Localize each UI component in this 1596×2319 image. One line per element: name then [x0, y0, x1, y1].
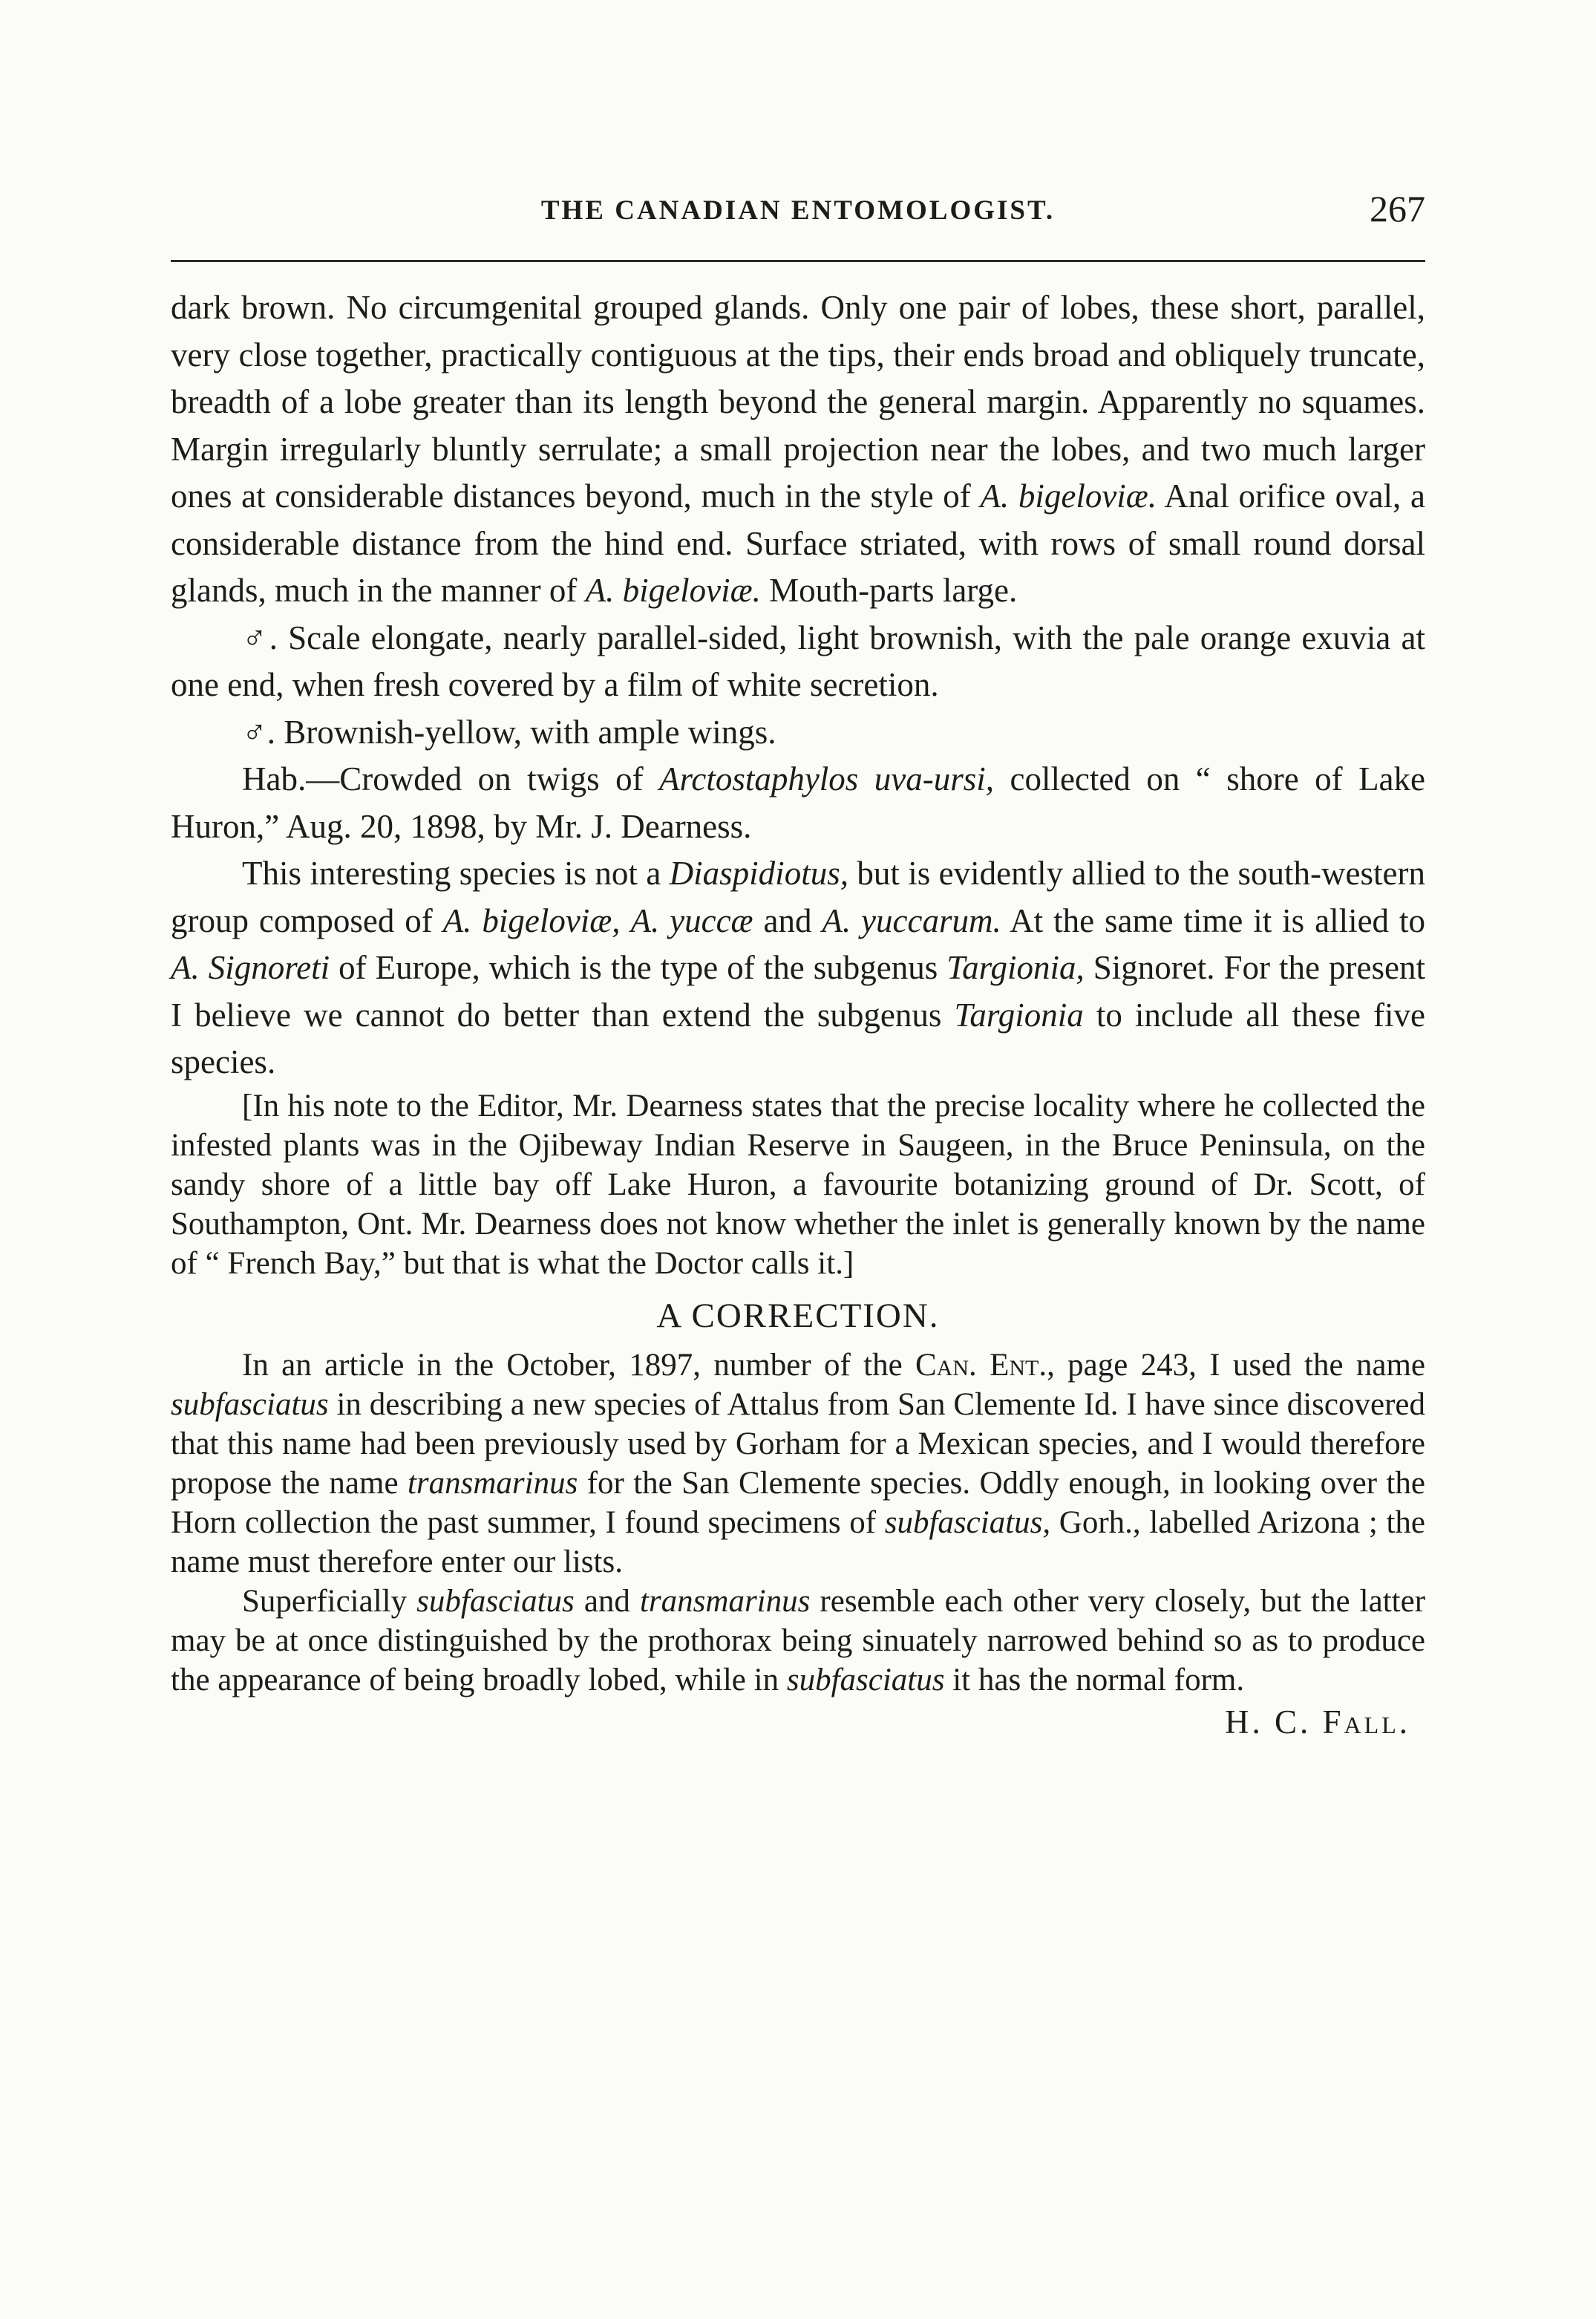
author-signature: H. C. Fall. [1225, 1703, 1410, 1741]
article-body [171, 284, 1425, 1744]
paragraph-correction-1: In an article in the October, 1897, number of the Can. Ent., page 243, I used the name subfasciatus in describing a new species of Attalus from San Clemente Id. I have since discovered that this name had been previously used by Gorham for a Mexican species, and I would therefore propose the name transmarinus for the San Clemente species. Oddly enough, in looking over the Horn collection the past summer, I found specimens of subfasciatus, Gorh., labelled Arizona ; the name must therefore enter our lists. [171, 1347, 1425, 1579]
paragraph-editor-note: [In his note to the Editor, Mr. Dearness states that the precise locality where he collected the infested plants was in the Ojibeway Indian Reserve in Saugeen, in the Bruce Peninsula, on the sandy shore of a little bay off Lake Huron, a favourite botanizing ground of Dr. Scott, of Southampton, Ont. Mr. Dearness does not know whether the inlet is generally known by the name of “ French Bay,” but that is what the Doctor calls it.] [171, 1088, 1425, 1281]
paragraph-affinities: This interesting species is not a Diaspidiotus, but is evidently allied to the south-western group composed of A. bigeloviæ, A. yuccæ and A. yuccarum. At the same time it is allied to A. Signoreti of Europe, which is the type of the subgenus Targionia, Signoret. For the present I believe we cannot do better than extend the subgenus Targionia to include all these five species. [171, 855, 1425, 1080]
paragraph-male-scale: ♂. Scale elongate, nearly parallel-sided, light brownish, with the pale orange exuvia at one end, when fresh covered by a film of white secretion. [171, 619, 1425, 703]
paragraph-male: ♂. Brownish-yellow, with ample wings. [242, 713, 776, 751]
page-number: 267 [1370, 188, 1425, 229]
running-header [171, 188, 1425, 247]
header-rule [171, 260, 1425, 262]
section-heading-correction: A CORRECTION. [656, 1296, 940, 1335]
running-title: THE CANADIAN ENTOMOLOGIST. [540, 195, 1056, 226]
paragraph-description: dark brown. No circumgenital grouped glands. Only one pair of lobes, these short, parallel, very close together, practically contiguous at the tips, their ends broad and obliquely truncate, breadth of a lobe greater than its length beyond the general margin. Apparently no squames. Margin irregularly bluntly serrulate; a small projection near the lobes, and two much larger ones at considerable distances beyond, much in the style of A. bigeloviæ. Anal orifice oval, a considerable distance from the hind end. Surface striated, with rows of small round dorsal glands, much in the manner of A. bigeloviæ. Mouth-parts large. [171, 289, 1425, 609]
paragraph-correction-2: Superficially subfasciatus and transmarinus resemble each other very closely, but the latter may be at once distinguished by the prothorax being sinuately narrowed behind so as to produce the appearance of being broadly lobed, while in subfasciatus it has the normal form. [171, 1583, 1426, 1697]
page [171, 188, 1426, 1744]
paragraph-habitat: Hab.—Crowded on twigs of Arctostaphylos uva-ursi, collected on “ shore of Lake Huron,” Aug. 20, 1898, by Mr. J. Dearness. [171, 760, 1425, 845]
